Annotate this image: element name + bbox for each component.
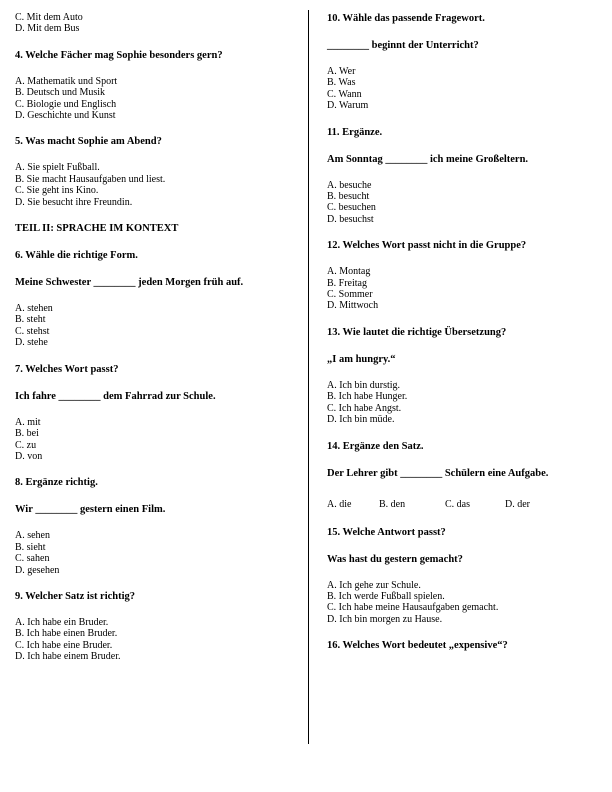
question-title: 15. Welche Antwort passt? [327,526,446,538]
option: C. Sie geht ins Kino. [15,185,99,197]
option: C. Ich habe Angst. [327,402,402,414]
question-title: 13. Wie lautet die richtige Übersetzung? [327,326,507,338]
question-5 [15,135,300,208]
question-prompt: „I am hungry.“ [327,353,396,365]
answer-options [327,580,602,626]
question-14 [327,440,602,512]
question-6 [15,249,300,349]
option: C. das [445,498,470,510]
option: B. Was [327,77,356,89]
question-16 [327,639,602,652]
option: D. besuchst [327,213,374,225]
option: A. Ich gehe zur Schule. [327,579,421,591]
option: C. Wann [327,88,362,100]
option: A. Ich bin durstig. [327,379,401,391]
option: A. sehen [15,530,50,542]
option: B. sieht [15,541,46,553]
column-divider [308,10,309,744]
question-7 [15,363,300,463]
section-heading: TEIL II: SPRACHE IM KONTEXT [15,223,179,235]
option: C. zu [15,439,37,451]
option: C. Biologie und Englisch [15,98,117,110]
question-title: 10. Wähle das passende Fragewort. [327,13,485,24]
option: B. steht [15,314,46,326]
option: D. Mit dem Bus [15,23,80,35]
option: A. Sie spielt Fußball. [15,162,100,174]
option: B. den [379,498,406,510]
option: B. Ich werde Fußball spielen. [327,590,445,602]
answer-options [327,66,602,112]
question-8 [15,476,300,576]
question-title: 5. Was macht Sophie am Abend? [15,136,162,148]
answer-options [327,380,602,426]
question-prompt: Am Sonntag ________ ich meine Großeltern. [327,153,529,165]
answer-options [15,162,300,208]
question-title: 16. Welches Wort bedeutet „expensive“? [327,640,508,652]
option: D. von [15,450,43,462]
option: D. gesehen [15,564,60,576]
question-prompt: Was hast du gestern gemacht? [327,553,463,565]
question-title: 12. Welches Wort passt nicht in die Gruppe? [327,240,527,252]
question-title: 8. Ergänze richtig. [15,477,98,489]
right-column [327,12,602,652]
option: B. Freitag [327,277,367,289]
option: C. Sommer [327,289,373,301]
option: D. Sie besucht ihre Freundin. [15,196,133,208]
option: B. bei [15,428,39,440]
answer-options [15,530,300,576]
option: A. Wer [327,66,356,77]
option: D. Ich bin morgen zu Hause. [327,613,443,625]
question-prompt: Ich fahre ________ dem Fahrrad zur Schule. [15,390,216,402]
question-15 [327,526,602,626]
question-title: 11. Ergänze. [327,126,383,138]
answer-options [15,617,300,663]
option: C. Ich habe meine Hausaufgaben gemacht. [327,602,499,614]
option: B. Deutsch und Musik [15,87,105,99]
option: D. Warum [327,100,369,112]
option: A. die [327,498,352,510]
option: D. der [505,498,530,510]
option: D. stehe [15,337,48,349]
question-prompt: Der Lehrer gibt ________ Schülern eine Aufgabe. [327,467,549,479]
question-prompt: Wir ________ gestern einen Film. [15,504,166,516]
option: A. besuche [327,179,372,191]
question-prompt: Meine Schwester ________ jeden Morgen früh auf. [15,277,244,289]
option: B. besucht [327,191,370,203]
option: C. Mit dem Auto [15,12,83,23]
question-11 [327,126,602,226]
option: A. mit [15,416,41,428]
option: C. Ich habe eine Bruder. [15,639,113,651]
answer-options [15,76,300,122]
option: C. besuchen [327,202,376,214]
option: A. stehen [15,303,53,315]
option: A. Ich habe ein Bruder. [15,616,109,628]
option: A. Mathematik und Sport [15,75,118,87]
question-9 [15,590,300,663]
question-title: 14. Ergänze den Satz. [327,440,424,452]
option: D. Ich habe einem Bruder. [15,651,121,663]
question-title: 9. Welcher Satz ist richtig? [15,590,136,602]
answer-options [327,494,602,512]
option: A. Montag [327,266,371,278]
answer-options [15,417,300,463]
option: D. Mittwoch [327,300,379,312]
option: B. Sie macht Hausaufgaben und liest. [15,173,166,185]
question-title: 4. Welche Fächer mag Sophie besonders gern? [15,49,223,61]
q3-remaining-options [15,12,300,35]
left-column [15,12,300,663]
answer-options [327,266,602,312]
option: C. stehst [15,325,50,337]
answer-options [327,180,602,226]
question-13 [327,326,602,426]
question-prompt: ________ beginnt der Unterricht? [327,40,479,51]
option: D. Geschichte und Kunst [15,110,116,122]
question-4 [15,49,300,122]
answer-options [15,303,300,349]
question-title: 7. Welches Wort passt? [15,363,119,375]
option: D. Ich bin müde. [327,414,395,426]
option: B. Ich habe Hunger. [327,391,408,403]
question-10 [327,12,602,112]
option: B. Ich habe einen Bruder. [15,628,118,640]
option: C. sahen [15,553,50,565]
question-12 [327,239,602,312]
question-title: 6. Wähle die richtige Form. [15,250,138,262]
